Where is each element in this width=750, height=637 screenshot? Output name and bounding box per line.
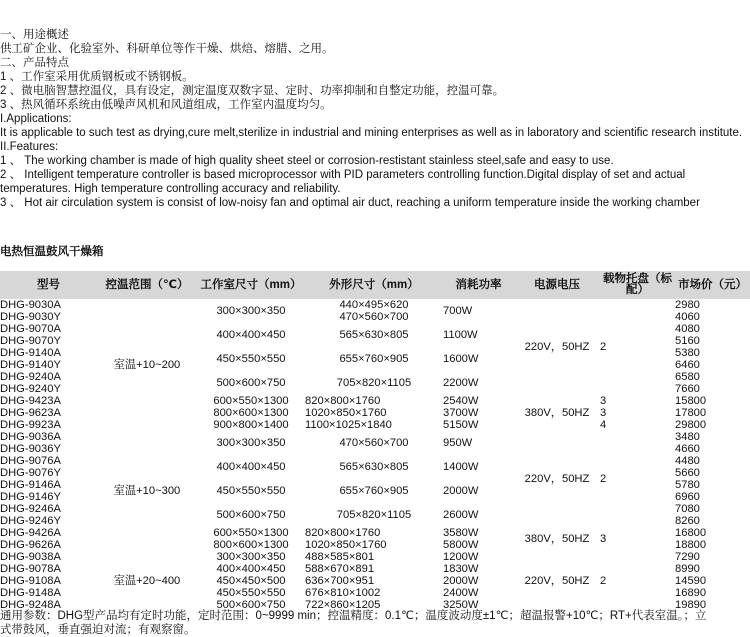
model-cell: DHG-9246Y <box>0 515 61 527</box>
intro-line: 2 、微电脑智慧控温仪，具有设定，测定温度双数字显、定时、功率抑制和自整定功能，控温可靠。 <box>0 85 505 97</box>
outer-cell: 676×810×1002 <box>305 587 381 599</box>
price-cell: 4060 <box>675 311 700 323</box>
table-row <box>0 299 750 311</box>
model-cell: DHG-9108A <box>0 575 61 587</box>
intro-text <box>0 28 750 210</box>
outer-cell: 470×560×700 <box>339 311 409 323</box>
model-cell: DHG-9070Y <box>0 335 61 347</box>
chamber-cell: 800×600×1300 <box>213 539 289 551</box>
voltage-cell: 220V，50HZ <box>524 473 590 485</box>
model-cell: DHG-9078A <box>0 563 61 575</box>
header-temp-range: 控温范围（℃） <box>97 271 197 299</box>
outer-cell: 705×820×1105 <box>336 509 412 521</box>
model-cell: DHG-9070A <box>0 323 61 335</box>
model-cell: DHG-9140Y <box>0 359 61 371</box>
outer-cell: 470×560×700 <box>339 437 409 449</box>
chamber-cell: 300×300×350 <box>216 305 286 317</box>
outer-cell: 655×760×905 <box>339 353 409 365</box>
tray-cell: 3 <box>600 407 607 419</box>
chamber-cell: 600×550×1300 <box>213 527 289 539</box>
range-cell: 室温+10~200 <box>113 359 181 371</box>
power-cell: 1100W <box>443 329 478 341</box>
price-cell: 17800 <box>675 407 707 419</box>
model-cell: DHG-9626A <box>0 539 61 551</box>
header-trays: 载物托盘（标配） <box>600 271 675 299</box>
model-cell: DHG-9146A <box>0 479 61 491</box>
outer-cell: 565×630×805 <box>339 461 409 473</box>
model-cell: DHG-9623A <box>0 407 61 419</box>
price-cell: 4080 <box>675 323 700 335</box>
chamber-cell: 900×800×1400 <box>213 419 289 431</box>
price-cell: 6580 <box>675 371 700 383</box>
model-cell: DHG-9246A <box>0 503 61 515</box>
price-cell: 5380 <box>675 347 700 359</box>
intro-line: 供工矿企业、化验室外、科研单位等作干燥、烘焙、熔腊、之用。 <box>0 43 334 55</box>
intro-line: It is applicable to such test as drying,cure melt,sterilize in industrial and mining enterprises as well as in laboratory and scientific research institute. <box>0 127 743 139</box>
price-cell: 19890 <box>675 599 707 611</box>
section-title: 电热恒温鼓风干燥箱 <box>0 246 104 258</box>
power-cell: 5150W <box>443 419 479 431</box>
price-cell: 7660 <box>675 383 700 395</box>
power-cell: 3580W <box>443 527 479 539</box>
model-cell: DHG-9030A <box>0 299 61 311</box>
outer-cell: 655×760×905 <box>339 485 409 497</box>
header-power: 消耗功率 <box>443 271 514 299</box>
footer-note <box>0 609 750 637</box>
intro-line: 2 、 Intelligent temperature controller is based microprocessor with PID parameters controlling function.Digital display of set and actual temperatures. High temperature controlling accuracy and reliability. <box>0 169 689 195</box>
tray-cell: 2 <box>600 341 607 353</box>
footer-line: 通用参数：DHG型产品均有定时功能，定时范围：0~9999 min；控温精度：0.1℃；温度波动度±1℃；超温报警+10℃；RT+代表室温。；立 <box>0 610 707 622</box>
price-cell: 4480 <box>675 455 700 467</box>
chamber-cell: 450×550×550 <box>216 485 286 497</box>
power-cell: 950W <box>443 437 473 449</box>
power-cell: 1200W <box>443 551 479 563</box>
model-cell: DHG-9423A <box>0 395 61 407</box>
chamber-cell: 450×450×500 <box>216 575 286 587</box>
power-cell: 2000W <box>443 485 479 497</box>
outer-cell: 1020×850×1760 <box>305 407 387 419</box>
price-cell: 6960 <box>675 491 700 503</box>
header-model: 型号 <box>0 271 97 299</box>
header-price: 市场价（元） <box>675 271 750 299</box>
price-cell: 16800 <box>675 527 707 539</box>
chamber-cell: 400×400×450 <box>216 461 286 473</box>
price-cell: 7290 <box>675 551 700 563</box>
outer-cell: 1020×850×1760 <box>305 539 387 551</box>
model-cell: DHG-9030Y <box>0 311 61 323</box>
table-row <box>0 551 750 563</box>
voltage-cell: 220V，50HZ <box>524 575 590 587</box>
tray-cell: 3 <box>600 533 607 545</box>
model-cell: DHG-9248A <box>0 599 61 611</box>
header-voltage: 电源电压 <box>514 271 600 299</box>
chamber-cell: 500×600×750 <box>216 509 286 521</box>
tray-cell: 2 <box>600 473 607 485</box>
voltage-cell: 380V，50HZ <box>524 407 590 419</box>
outer-cell: 565×630×805 <box>339 329 409 341</box>
power-cell: 1830W <box>443 563 479 575</box>
price-cell: 6460 <box>675 359 700 371</box>
price-cell: 5660 <box>675 467 700 479</box>
range-cell: 室温+20~400 <box>113 575 181 587</box>
price-cell: 5160 <box>675 335 700 347</box>
model-cell: DHG-9240A <box>0 371 61 383</box>
outer-cell: 588×670×891 <box>305 563 375 575</box>
price-cell: 8260 <box>675 515 700 527</box>
outer-cell: 488×585×801 <box>305 551 375 563</box>
intro-line: 3 、热风循环系统由低噪声风机和风道组成，工作室内温度均匀。 <box>0 99 332 111</box>
model-cell: DHG-9140A <box>0 347 61 359</box>
chamber-cell: 300×300×350 <box>216 551 286 563</box>
voltage-cell: 220V，50HZ <box>524 341 590 353</box>
model-cell: DHG-9426A <box>0 527 61 539</box>
price-cell: 14590 <box>675 575 707 587</box>
price-cell: 16890 <box>675 587 707 599</box>
chamber-cell: 450×550×550 <box>216 587 286 599</box>
price-cell: 8990 <box>675 563 700 575</box>
outer-cell: 820×800×1760 <box>305 527 381 539</box>
tray-cell: 3 <box>600 395 607 407</box>
model-cell: DHG-9923A <box>0 419 61 431</box>
chamber-cell: 600×550×1300 <box>213 395 289 407</box>
spec-table <box>0 271 750 611</box>
chamber-cell: 450×550×550 <box>216 353 286 365</box>
outer-cell: 820×800×1760 <box>305 395 381 407</box>
tray-cell: 4 <box>600 419 607 431</box>
power-cell: 5800W <box>443 539 479 551</box>
chamber-cell: 500×600×750 <box>216 599 286 611</box>
chamber-cell: 800×600×1300 <box>213 407 289 419</box>
price-cell: 4660 <box>675 443 700 455</box>
price-cell: 5780 <box>675 479 700 491</box>
intro-line: II.Features: <box>0 141 59 153</box>
model-cell: DHG-9038A <box>0 551 61 563</box>
tray-cell: 2 <box>600 575 607 587</box>
price-cell: 15800 <box>675 395 707 407</box>
header-outer-size: 外形尺寸（mm） <box>305 271 443 299</box>
power-cell: 3700W <box>443 407 479 419</box>
power-cell: 2600W <box>443 509 479 521</box>
model-cell: DHG-9240Y <box>0 383 61 395</box>
power-cell: 2540W <box>443 395 479 407</box>
price-cell: 3480 <box>675 431 700 443</box>
intro-line: 一、用途概述 <box>0 29 69 41</box>
intro-line: I.Applications: <box>0 113 72 125</box>
model-cell: DHG-9076A <box>0 455 61 467</box>
range-cell: 室温+10~300 <box>113 485 181 497</box>
price-cell: 18800 <box>675 539 707 551</box>
model-cell: DHG-9148A <box>0 587 61 599</box>
outer-cell: 440×495×620 <box>339 299 409 311</box>
price-cell: 2980 <box>675 299 700 311</box>
outer-cell: 722×860×1205 <box>305 599 381 611</box>
power-cell: 2400W <box>443 587 479 599</box>
chamber-cell: 400×400×450 <box>216 563 286 575</box>
power-cell: 2000W <box>443 575 479 587</box>
outer-cell: 705×820×1105 <box>336 377 412 389</box>
intro-line: 二、产品特点 <box>0 57 69 69</box>
model-cell: DHG-9146Y <box>0 491 61 503</box>
price-cell: 7080 <box>675 503 700 515</box>
voltage-cell: 380V，50HZ <box>524 533 590 545</box>
price-cell: 29800 <box>675 419 707 431</box>
intro-line: 3 、 Hot air circulation system is consist of low-noisy fan and optimal air duct, reaching a uniform temperature inside the working chamber <box>0 197 700 209</box>
power-cell: 1400W <box>443 461 479 473</box>
power-cell: 3250W <box>443 599 479 611</box>
footer-line: 式带鼓风，垂直强迫对流；有观察窗。 <box>0 624 196 636</box>
outer-cell: 636×700×951 <box>305 575 375 587</box>
header-chamber-size: 工作室尺寸（mm） <box>197 271 305 299</box>
table-header-row <box>0 271 750 299</box>
chamber-cell: 400×400×450 <box>216 329 286 341</box>
power-cell: 2200W <box>443 377 479 389</box>
power-cell: 1600W <box>443 353 479 365</box>
chamber-cell: 300×300×350 <box>216 437 286 449</box>
outer-cell: 1100×1025×1840 <box>305 419 392 431</box>
model-cell: DHG-9036Y <box>0 443 61 455</box>
table-row <box>0 431 750 443</box>
intro-line: 1 、工作室采用优质钢板或不锈钢板。 <box>0 71 194 83</box>
power-cell: 700W <box>443 305 473 317</box>
chamber-cell: 500×600×750 <box>216 377 286 389</box>
model-cell: DHG-9036A <box>0 431 61 443</box>
intro-line: 1 、 The working chamber is made of high quality sheet steel or corrosion-restistant stainless steel,safe and easy to use. <box>0 155 614 167</box>
model-cell: DHG-9076Y <box>0 467 61 479</box>
